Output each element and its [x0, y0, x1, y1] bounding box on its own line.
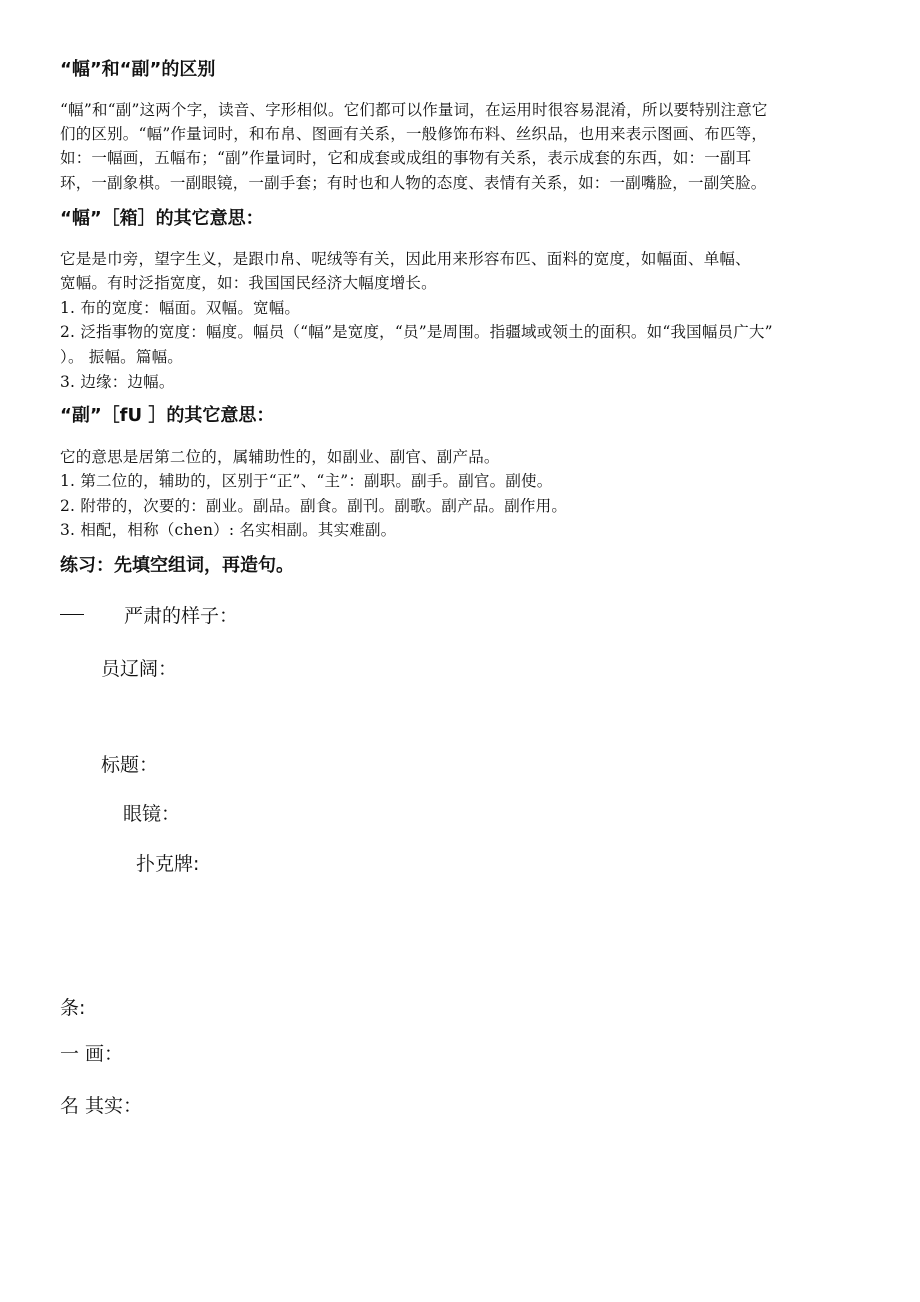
fu4-item-3: 3. 相配，相称（chen）: 名实相副。其实难副。	[60, 521, 397, 539]
intro-line-2: 们的区别。“幅”作量词时，和布帛、图画有关系，一般修饰布料、丝织品，也用来表示图画、布匹等，	[60, 125, 768, 143]
fu-item-3: 3. 边缘：边幅。	[60, 373, 175, 391]
intro-line-1: “幅”和“副”这两个字，读音、字形相似。它们都可以作量词，在运用时很容易混淆，所以要特别注意它	[60, 101, 768, 119]
fu-item-2-line-1: 2. 泛指事物的宽度：幅度。幅员（“幅”是宽度，“员”是周围。指疆域或领土的面积。如“我国幅员广大”	[60, 323, 773, 341]
fu4-desc: 它的意思是居第二位的，属辅助性的，如副业、副官、副产品。	[60, 448, 500, 466]
fu-item-1: 1. 布的宽度：幅面。双幅。宽幅。	[60, 299, 301, 317]
fu4-item-1: 1. 第二位的，辅助的，区别于“正”、“主”：副职。副手。副官。副使。	[60, 472, 553, 490]
exercise-q3-label: 标题：	[101, 754, 159, 776]
intro-line-3: 如：一幅画，五幅布；“副”作量词时，它和成套或成组的事物有关系，表示成套的东西，如：一副耳	[60, 149, 752, 167]
exercise-q6-label: 条:	[60, 997, 86, 1019]
page-title: “幅”和“副”的区别	[60, 59, 216, 80]
exercise-q5-label: 扑克牌:	[136, 853, 200, 875]
exercise-q4-label: 眼镜：	[123, 803, 181, 825]
fu-item-2-line-2: ）。 振幅。篇幅。	[60, 348, 183, 366]
fu-section-heading: “幅”［箱］的其它意思：	[60, 208, 264, 229]
exercise-heading: 练习：先填空组词，再造句。	[60, 555, 294, 576]
exercise-q1-label: 严肃的样子：	[124, 605, 239, 627]
fu4-item-2: 2. 附带的，次要的：副业。副品。副食。副刊。副歌。副产品。副作用。	[60, 497, 568, 515]
intro-line-4: 环，一副象棋。一副眼镜，一副手套；有时也和人物的态度、表情有关系，如：一副嘴脸，一副笑脸。	[60, 174, 767, 192]
fu-desc-line-2: 宽幅。有时泛指宽度，如：我国国民经济大幅度增长。	[60, 274, 437, 292]
exercise-q7-label: 一 画：	[60, 1043, 124, 1065]
exercise-question-1	[60, 603, 238, 629]
fu4-section-heading: “副”［fU ］的其它意思：	[60, 405, 275, 426]
dash-marker	[60, 614, 84, 615]
exercise-q2-label: 员辽阔：	[101, 658, 178, 680]
exercise-q8-label: 名 其实：	[60, 1095, 143, 1117]
fu-desc-line-1: 它是是巾旁，望字生义，是跟巾帛、呢绒等有关，因此用来形容布匹、面料的宽度，如幅面、单幅、	[60, 250, 751, 268]
